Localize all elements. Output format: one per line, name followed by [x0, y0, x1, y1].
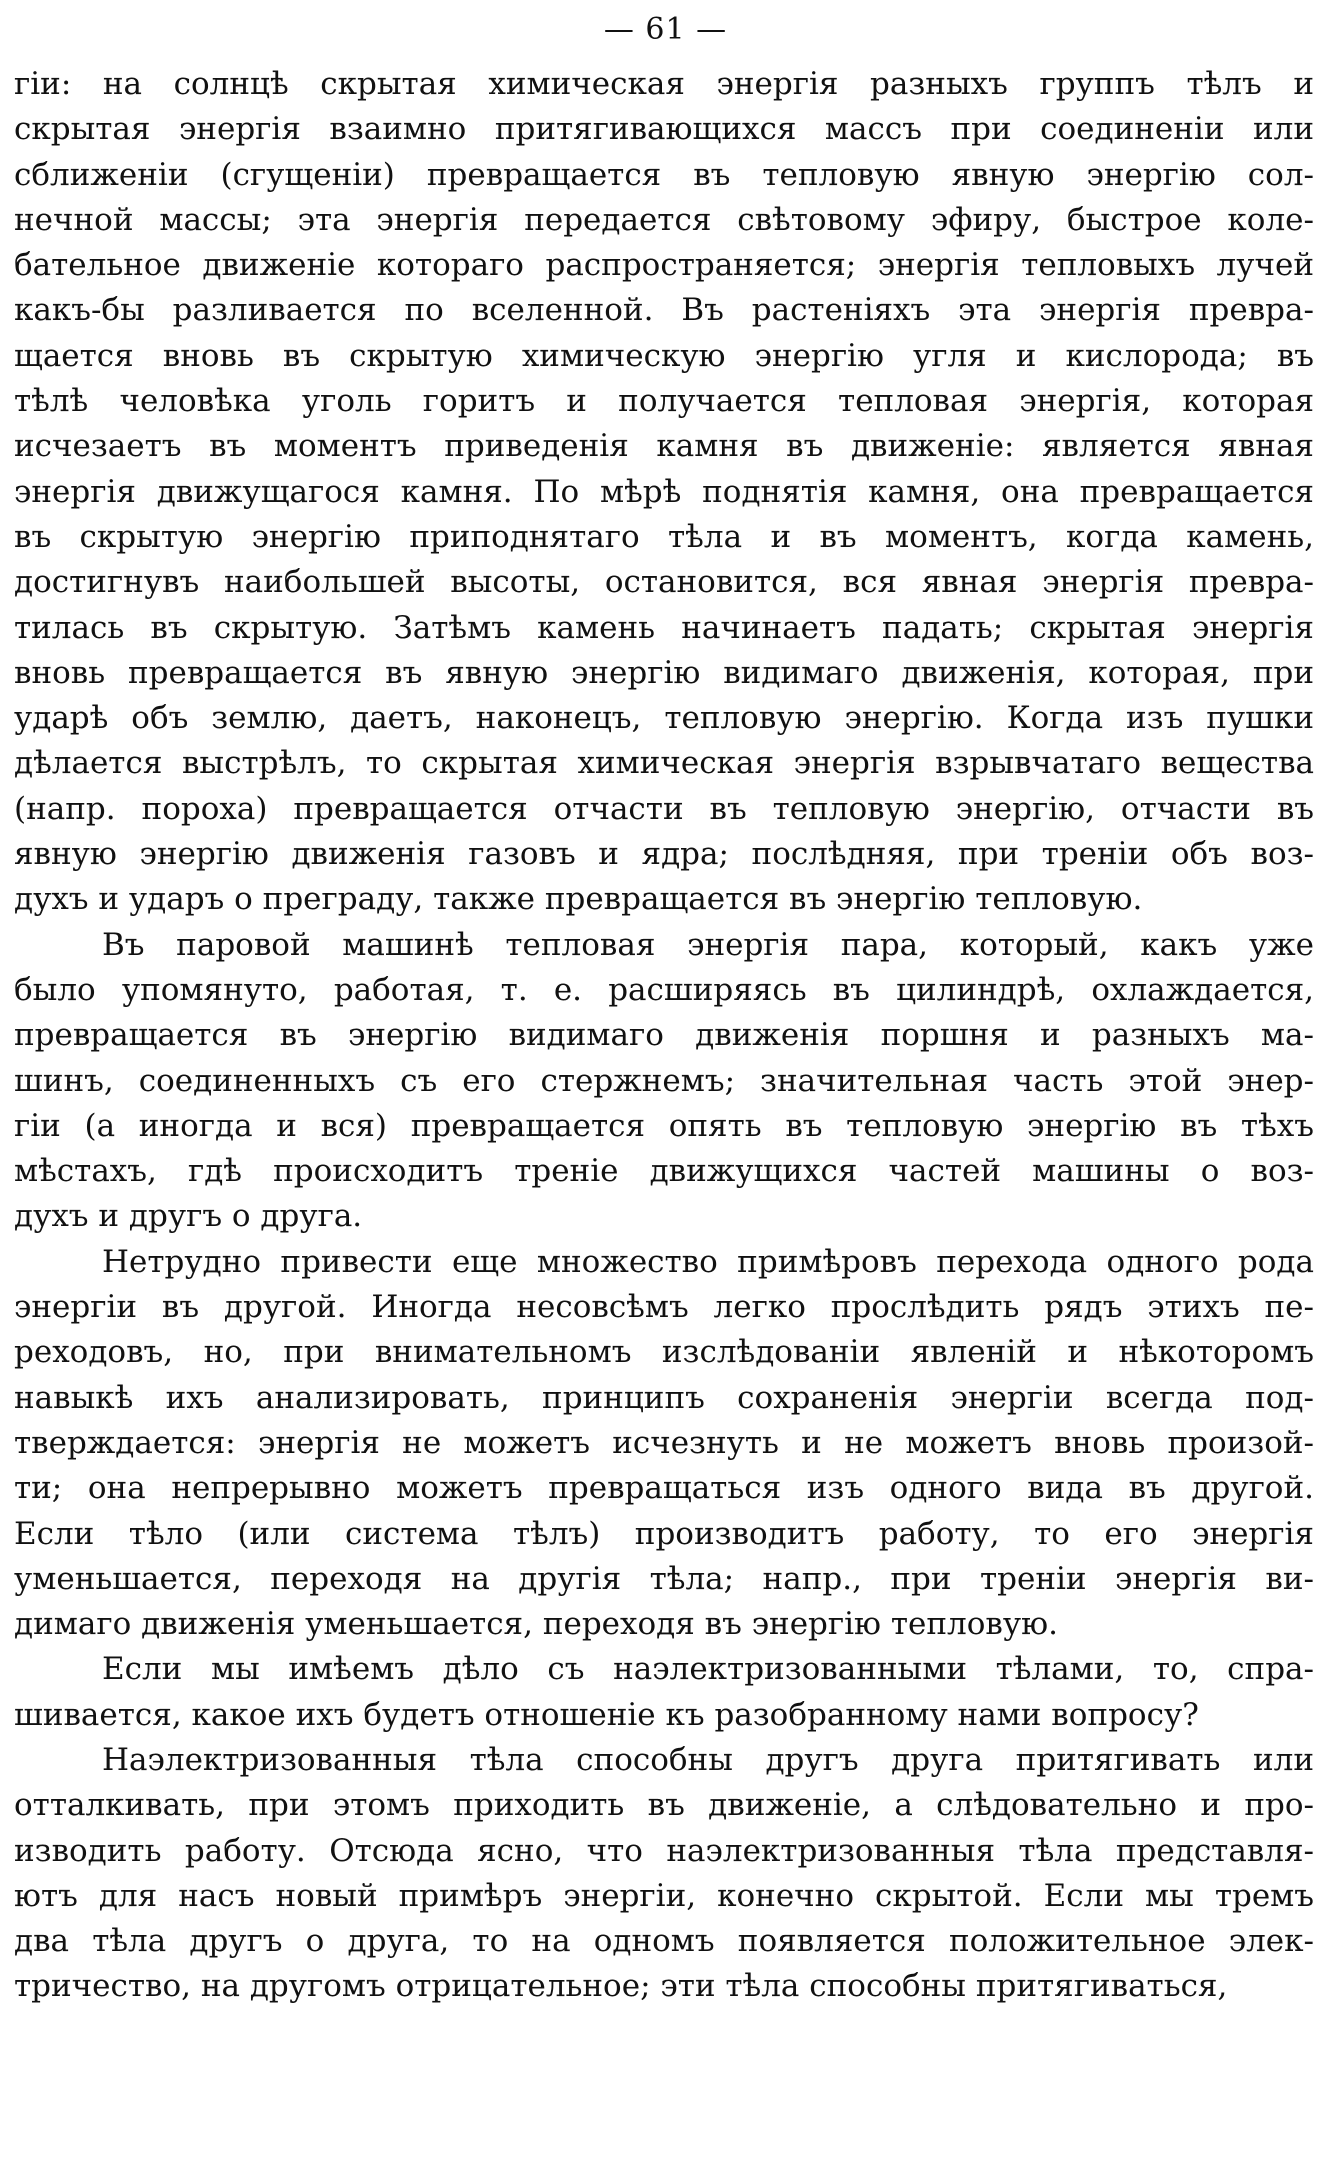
- text-line: энергіи въ другой. Иногда несовсѣмъ легко прослѣдить рядъ этихъ пе-: [14, 1289, 1314, 1326]
- text-line: тверждается: энергія не можетъ исчезнуть и не можетъ вновь произой-: [14, 1424, 1314, 1461]
- text-line: тричество, на другомъ отрицательное; эти тѣла способны притягиваться,: [14, 1968, 1228, 2005]
- text-line: Если тѣло (или система тѣлъ) производитъ работу, то его энергія: [14, 1515, 1314, 1552]
- text-line: нечной массы; эта энергія передается свѣтовому эфиру, быстрое коле-: [14, 201, 1314, 238]
- text-line: какъ-бы разливается по вселенной. Въ растеніяхъ эта энергія превра-: [14, 292, 1314, 329]
- text-line: два тѣла другъ о друга, то на одномъ появляется положительное элек-: [14, 1923, 1314, 1960]
- page-number: — 61 —: [603, 12, 728, 47]
- text-line: отталкивать, при этомъ приходить въ движеніе, а слѣдовательно и про-: [14, 1787, 1314, 1824]
- text-line: гіи (а иногда и вся) превращается опять въ тепловую энергію въ тѣхъ: [14, 1107, 1314, 1144]
- text-line: духъ и ударъ о преграду, также превращается въ энергію тепловую.: [14, 881, 1143, 918]
- paragraph: [14, 1738, 1314, 2010]
- paragraph: [14, 62, 1314, 923]
- text-line: явную энергію движенія газовъ и ядра; послѣдняя, при треніи объ воз-: [14, 836, 1314, 873]
- text-line: щается вновь въ скрытую химическую энергію угля и кислорода; въ: [14, 337, 1314, 374]
- text-line: Если мы имѣемъ дѣло съ наэлектризованными тѣлами, то, спра-: [102, 1651, 1314, 1688]
- text-line: бательное движеніе котораго распространяется; энергія тепловыхъ лучей: [14, 247, 1314, 284]
- text-line: ударѣ объ землю, даетъ, наконецъ, тепловую энергію. Когда изъ пушки: [14, 700, 1314, 737]
- text-line: скрытая энергія взаимно притягивающихся массъ при соединеніи или: [14, 111, 1314, 148]
- text-line: Нетрудно привести еще множество примѣровъ перехода одного рода: [102, 1243, 1314, 1280]
- text-line: димаго движенія уменьшается, переходя въ энергію тепловую.: [14, 1606, 1058, 1643]
- text-line: (напр. пороха) превращается отчасти въ тепловую энергію, отчасти въ: [14, 790, 1314, 827]
- text-line: гіи: на солнцѣ скрытая химическая энергія разныхъ группъ тѣлъ и: [14, 66, 1314, 102]
- text-line: вновь превращается въ явную энергію видимаго движенія, которая, при: [14, 654, 1314, 691]
- text-line: ти; она непрерывно можетъ превращаться изъ одного вида въ другой.: [14, 1470, 1314, 1507]
- text-line: энергія движущагося камня. По мѣрѣ поднятія камня, она превращается: [14, 473, 1314, 510]
- text-line: сближеніи (сгущеніи) превращается въ тепловую явную энергію сол-: [14, 156, 1314, 193]
- text-line: дѣлается выстрѣлъ, то скрытая химическая энергія взрывчатаго вещества: [14, 745, 1314, 782]
- text-line: духъ и другъ о друга.: [14, 1198, 363, 1235]
- text-line: тѣлѣ человѣка уголь горитъ и получается тепловая энергія, которая: [14, 383, 1314, 420]
- text-line: изводить работу. Отсюда ясно, что наэлектризованныя тѣла представля-: [14, 1832, 1314, 1869]
- text-line: шивается, какое ихъ будетъ отношеніе къ разобранному нами вопросу?: [14, 1696, 1199, 1733]
- paragraph: [14, 923, 1314, 1240]
- body-text: [14, 62, 1314, 2010]
- text-line: реходовъ, но, при внимательномъ изслѣдованіи явленій и нѣкоторомъ: [14, 1334, 1314, 1371]
- text-line: навыкѣ ихъ анализировать, принципъ сохраненія энергіи всегда под-: [14, 1379, 1314, 1416]
- text-line: въ скрытую энергію приподнятаго тѣла и въ моментъ, когда камень,: [14, 518, 1314, 555]
- text-line: было упомянуто, работая, т. е. расширяясь въ цилиндрѣ, охлаждается,: [14, 971, 1314, 1008]
- text-line: достигнувъ наибольшей высоты, остановится, вся явная энергія превра-: [14, 564, 1314, 601]
- text-line: исчезаетъ въ моментъ приведенія камня въ движеніе: является явная: [14, 428, 1314, 465]
- text-line: Наэлектризованныя тѣла способны другъ друга притягивать или: [102, 1741, 1314, 1778]
- text-line: ютъ для насъ новый примѣръ энергіи, конечно скрытой. Если мы тремъ: [14, 1877, 1314, 1914]
- text-line: уменьшается, переходя на другія тѣла; напр., при треніи энергія ви-: [14, 1560, 1314, 1597]
- paragraph: [14, 1647, 1314, 1738]
- text-line: Въ паровой машинѣ тепловая энергія пара, который, какъ уже: [102, 926, 1314, 963]
- text-line: мѣстахъ, гдѣ происходитъ треніе движущихся частей машины о воз-: [14, 1153, 1314, 1190]
- text-line: превращается въ энергію видимаго движенія поршня и разныхъ ма-: [14, 1017, 1314, 1054]
- text-line: тилась въ скрытую. Затѣмъ камень начинаетъ падать; скрытая энергія: [14, 609, 1314, 646]
- paragraph: [14, 1240, 1314, 1648]
- text-line: шинъ, соединенныхъ съ его стержнемъ; значительная часть этой энер-: [14, 1062, 1314, 1099]
